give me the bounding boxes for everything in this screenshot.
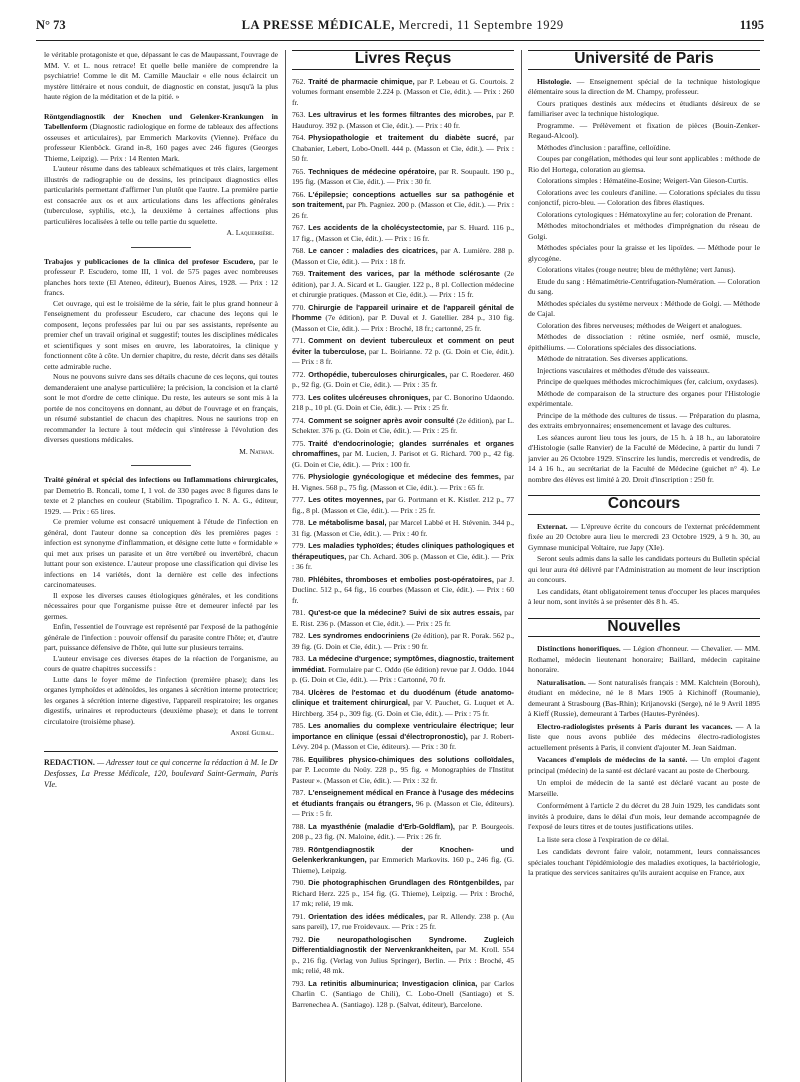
review-paragraph: Enfin, l'essentiel de l'ouvrage est représenté par l'exposé de la pathogénie générale de l'infection : pouvoir offensif du parasite contre l'hôte; et, d'autre part, puissance défensive de l'hôte, qui lutte sur plusieurs terrains. — [44, 622, 278, 652]
section-heading-concours: Concours — [528, 495, 760, 515]
histologie-section — [528, 77, 760, 486]
book-entry — [292, 541, 514, 573]
book-title: Traité d'endocrinologie; glandes surrénales et organes chromaffines, — [292, 438, 514, 458]
review-paragraph: Nous ne pouvons suivre dans ses détails chacune de ces leçons, qui toutes demanderaient une analyse particulière; la précision, la concision et la clarté sont le mot d'ordre de cette clinique. Du reste, les auteurs se sont mis à la portée de nos concitoyens en donnant, au début de l'ouvrage et en français, un résumé substantiel de chacun des chapitres. Nous ne saurions trop en recommander la lecture à tout médecin qui s'intéresse à l'évolution des diverses questions médicales. — [44, 372, 278, 444]
book-list — [292, 77, 514, 1011]
book-number: 780. — [292, 574, 306, 584]
histologie-paragraph-text: Méthode de comparaison de la structure des organes pour l'Histologie expérimentale. — [528, 388, 760, 408]
book-number: 791. — [292, 911, 306, 921]
intro-paragraph: le véritable protagoniste et que, dépassant le cas de Maupassant, l'ouvrage de MM. V. et L. nous retrace! Et quelle belle manière de comprendre la psychiatrie! Comme le dit M. Camille Mauclair « elle nous éclaircit un mystère littéraire et nous conduit, de diagnostic en constat, jusqu'à la plus haute région de la méditation et de la pitié. » — [44, 50, 278, 101]
column-reviews — [44, 50, 278, 1080]
book-entry — [292, 822, 514, 843]
book-entry — [292, 133, 514, 165]
histologie-paragraph-text: Programme. — Prélèvement et fixation de pièces (Bouin-Zenker-Regaud-Alcool). — [528, 120, 760, 140]
book-details: Formulaire par C. Oddo (6e édition) revue par J. Oddo. 1044 p. (G. Doin et Cie, édit.). — Prix : Cartonné, 70 fr. — [292, 664, 514, 684]
concours-paragraph-text: Les candidats, étant obligatoirement tenus d'occuper les places marquées à leur nom, sont invités à se présenter dès 8 h. 45. — [528, 586, 760, 606]
book-details: (2e édition), par R. Porak. 562 p., 39 fig. (G. Doin et Cie, édit.). — Prix : 90 fr. — [292, 631, 514, 651]
nouvelles-paragraph-text: — Un emploi d'agent principal (médecin) de la santé est déclaré vacant au poste de Cherbourg. — [528, 755, 760, 775]
nouvelles-paragraph-lead: Distinctions honorifiques. — [537, 644, 621, 653]
book-entry — [292, 416, 514, 437]
book-title: L'enseignement médical en France à l'usage des médecins et étudiants français ou étrangers, — [292, 788, 514, 808]
histologie-paragraph — [528, 221, 760, 242]
concours-section — [528, 495, 760, 608]
histologie-paragraph-text: Méthode de nitratation. Ses diverses applications. — [537, 354, 688, 363]
book-title: Les ultravirus et les formes filtrantes des microbes, — [308, 110, 494, 119]
review-heading — [44, 112, 278, 165]
book-entry — [292, 303, 514, 335]
nouvelles-section — [528, 618, 760, 879]
histologie-paragraph — [528, 143, 760, 154]
review-paragraph: Ce premier volume est consacré uniquement à l'étude de l'infection en général, dont l'auteur donne sa conception dès les premières pages : infection est synonyme d'inflammation, et désigne cette lutte « formidable » qui met aux prises un parasite et un être vertébré ou invertébré, chacun luttant pour son existence. L'auteur propose une classification qui divise les infections en 14 variétés, dont la dernière est celle des infections carcinomateuses. — [44, 517, 278, 589]
histologie-paragraph-lead: Histologie. — [537, 76, 572, 86]
book-title: Les otites moyennes, — [308, 495, 384, 504]
histologie-paragraph — [528, 433, 760, 486]
nouvelles-paragraph-text: — Sont naturalisés français : MM. Kalchtein (Borouh), étudiant en médecine, né le 8 Mars 1905 à Kichinoff (Roumanie), demeurant à Strasbourg (Bas-Rhin); Krijanovski (Serge), né le 9 Avril 1895 à Kieff (Russie), demeurant à Tarbes (Hautes-Pyrénées). — [528, 677, 760, 718]
book-title: Orthopédie, tuberculoses chirurgicales, — [308, 369, 448, 379]
book-title: Physiopathologie et traitement du diabète sucré, — [308, 133, 499, 142]
histologie-paragraph — [528, 377, 760, 388]
concours-paragraph-lead: Externat. — [537, 521, 568, 531]
histologie-paragraph-text: Injections vasculaires et méthodes d'étude des vaisseaux. — [537, 365, 710, 375]
book-details: (2e édition), par L. Schekter. 376 p. (G. Doin et Cie, édit.). — Prix : 25 fr. — [292, 415, 514, 435]
histologie-paragraph — [528, 99, 760, 120]
page-number: 1195 — [739, 18, 764, 32]
book-details: par P. Bourgeois. 208 p., 23 fig. (N. Maloine, édit.). — Prix : 26 fr. — [292, 821, 514, 841]
book-entry — [292, 439, 514, 471]
histologie-paragraph-text: Coloration des fibres nerveuses; méthodes de Weigert et analogues. — [537, 320, 742, 330]
book-details: par P. Lecomte du Noüy. 228 p., 95 fig. « Monographies de l'Institut Pasteur ». (Masson et Cie, édit.). — Prix : 32 fr. — [292, 765, 514, 785]
book-details: par P. Lebeau et G. Courtois. 2 volumes formant ensemble 2.224 p. (Masson et Cie, édit.). — Prix : 260 fr. — [292, 76, 514, 107]
section-heading-universite: Université de Paris — [528, 50, 760, 70]
nouvelles-list — [528, 644, 760, 879]
book-number: 766. — [292, 189, 306, 199]
histologie-paragraph — [528, 389, 760, 410]
histologie-paragraph — [528, 366, 760, 377]
book-entry — [292, 167, 514, 188]
book-title: Equilibres physico-chimiques des solutions colloïdales, — [308, 754, 514, 764]
book-details: par Marcel Labbé et H. Stévenin. 344 p., 31 fig. (Masson et Cie, édit.). — Prix : 40 fr. — [292, 518, 514, 538]
book-number: 790. — [292, 878, 306, 887]
book-details: par H. Vignes. 568 p., 75 fig. (Masson et Cie, édit.). — Prix : 65 fr. — [292, 472, 514, 492]
book-entry — [292, 631, 514, 652]
histologie-paragraph — [528, 210, 760, 221]
review-paragraph: L'auteur envisage ces diverses étapes de la réaction de l'organisme, au cours de quatre chapitres successifs : — [44, 653, 278, 673]
book-entry — [292, 935, 514, 977]
review-title: Trabajos y publicaciones de la clinica del profesor Escudero, — [44, 256, 256, 266]
book-details: par R. Soupault. 190 p., 195 fig. (Masson et Cie, édit.). — Prix : 30 fr. — [292, 166, 514, 186]
book-number: 775. — [292, 438, 306, 448]
book-title: Traitement des varices, par la méthode sclérosante — [308, 269, 500, 278]
book-details: par Carlos Charlin C. (Santiago de Chili), C. Lobo-Onell (Santiago) et S. Barrenechea A. (Santiago). 128 p. (Salvat, éditeur), Barcelone. — [292, 978, 514, 1009]
section-divider — [131, 247, 191, 248]
book-details: par L. Boirianne. 72 p. (G. Doin et Cie, édit.). — Prix : 8 fr. — [292, 346, 514, 366]
book-number: 784. — [292, 687, 306, 697]
nouvelles-paragraph — [528, 835, 760, 846]
histologie-paragraph — [528, 121, 760, 142]
book-entry — [292, 654, 514, 686]
book-number: 785. — [292, 721, 306, 730]
book-entry — [292, 755, 514, 787]
book-details: par M. Lucien, J. Parisot et G. Richard. 700 p., 42 fig. (G. Doin et Cie, édit.). — Prix : 100 fr. — [292, 449, 514, 469]
nouvelles-paragraph — [528, 801, 760, 833]
book-entry — [292, 190, 514, 222]
column-books — [292, 50, 514, 1080]
book-entry — [292, 721, 514, 753]
review-signature: A. Laquerrière. — [226, 228, 274, 237]
section-divider — [131, 465, 191, 466]
review-biblio: par Demetrio B. Roncali, tome I, 1 vol. de 330 pages avec 8 figures dans le texte et 2 planches en couleur (Stabilim. Tipografico I. N. A. G., éditeur, 1929. — Prix : 65 lires. — [44, 485, 278, 516]
nouvelles-paragraph — [528, 678, 760, 720]
book-title: La médecine d'urgence; symptômes, diagnostic, traitement immédiat. — [292, 654, 514, 674]
book-entry — [292, 472, 514, 493]
nouvelles-paragraph — [528, 755, 760, 776]
concours-paragraph-text: Seront seuls admis dans la salle les candidats porteurs du Bulletin spécial qui leur aura été délivré par l'Administration au moment de leur inscription au concours. — [528, 554, 760, 584]
histologie-paragraph — [528, 354, 760, 365]
nouvelles-paragraph-lead: Electro-radiologistes présents à Paris durant les vacances. — [537, 721, 733, 731]
nouvelles-paragraph-lead: Vacances d'emplois de médecins de la santé. — [537, 755, 688, 764]
issue-date: Mercredi, 11 Septembre 1929 — [398, 18, 564, 32]
histologie-paragraph — [528, 188, 760, 209]
book-entry — [292, 688, 514, 720]
book-number: 771. — [292, 336, 306, 345]
book-entry — [292, 878, 514, 910]
book-entry — [292, 269, 514, 301]
book-number: 767. — [292, 223, 306, 232]
histologie-paragraph-text: Cours pratiques destinés aux médecins et étudiants désireux de se familiariser avec la technique histologique. — [528, 98, 760, 118]
concours-paragraph-text: — L'épreuve écrite du concours de l'externat précédemment fixée au 20 Octobre aura lieu le mercredi 23 Octobre 1929, à 9 h. 30, au Gymnase municipal Voltaire, rue Japy (XIe). — [528, 521, 760, 552]
histologie-paragraph-text: Etude du sang : Hématimétrie-Centrifugation-Numération. — Coloration du sang. — [528, 276, 760, 296]
book-entry — [292, 788, 514, 820]
book-entry — [292, 495, 514, 516]
book-details: par Ch. Achard. 306 p. (Masson et Cie, édit.). — Prix : 36 fr. — [292, 551, 514, 571]
book-title: Physiologie gynécologique et médecine des femmes, — [308, 472, 501, 481]
book-entry — [292, 608, 514, 629]
book-title: La myasthénie (maladie d'Erb-Goldflam), — [308, 821, 455, 831]
book-details: par Chabanier, Lebert, Lobo-Onell. 444 p. (Masson et Cie, édit.). — Prix : 50 fr. — [292, 133, 514, 163]
book-details: par J. Robert-Lévy. 204 p. (Masson et Cie, éditeurs). — Prix : 30 fr. — [292, 731, 514, 751]
book-details: par Ph. Pagniez. 200 p. (Masson et Cie, édit.). — Prix : 26 fr. — [292, 200, 514, 220]
book-entry — [292, 223, 514, 244]
histologie-paragraph — [528, 154, 760, 175]
book-details: par Richard Herz. 225 p., 154 fig. (G. Thieme), Leipzig. — Prix : Broché, 17 mk; relié, 19 mk. — [292, 878, 514, 908]
book-entry — [292, 575, 514, 607]
book-title: Chirurgie de l'appareil urinaire et de l'appareil génital de l'homme — [292, 302, 514, 322]
book-title: La retinitis albuminurica; Investigacion clinica, — [308, 978, 478, 988]
histologie-paragraph-text: Méthodes d'inclusion : paraffine, celloïdine. — [537, 142, 671, 152]
book-title: Traité de pharmacie chimique, — [308, 76, 415, 86]
book-number: 792. — [292, 934, 306, 944]
book-details: 96 p. (Masson et Cie, éditeurs). — Prix : 5 fr. — [292, 798, 514, 818]
review-list — [44, 112, 278, 739]
book-entry — [292, 845, 514, 877]
journal-name: LA PRESSE MÉDICALE, — [241, 18, 396, 32]
histologie-paragraph — [528, 176, 760, 187]
column-rule — [285, 50, 286, 1082]
book-number: 770. — [292, 302, 306, 312]
histologie-paragraph — [528, 411, 760, 432]
review-heading — [44, 475, 278, 517]
review-paragraph: Lutte dans le foyer même de l'infection (première phase); dans les organes lymphoïdes et adénoïdes, les organes à sécrétion interne protectrice; les organes à sécrétion interne digestive, l'appareil respiratoire; les organes digestifs, urinaires et reproducteurs (deuxième phase); et dans le torrent circulatoire (troisième phase). — [44, 674, 278, 726]
book-number: 793. — [292, 978, 306, 988]
review-title: Traité général et spécial des infections ou Inflammations chirurgicales, — [44, 475, 278, 484]
book-number: 762. — [292, 76, 306, 86]
histologie-paragraph — [528, 332, 760, 353]
book-title: Les syndromes endocriniens — [308, 631, 410, 640]
book-details: par G. Portmann et K. Kistler. 212 p., 77 fig., 8 pl. (Masson et Cie, édit.). — Prix : 25 fr. — [292, 495, 514, 515]
book-number: 779. — [292, 541, 306, 550]
book-entry — [292, 912, 514, 933]
book-details: par A. Lumière. 288 p. (Masson et Cie, édit.). — Prix : 18 fr. — [292, 246, 514, 266]
book-entry — [292, 77, 514, 109]
nouvelles-paragraph-text: Les candidats devront faire valoir, notamment, leurs connaissances spéciales touchant l'épidémiologie des maladies exotiques, la bactériologie, la pratique des services sanitaires qu'ils auraient acquise en France, aux — [528, 847, 760, 877]
book-title: Les accidents de la cholécystectomie, — [308, 223, 445, 232]
histologie-paragraph-text: Colorations simples : Hématéine-Eosine; Weigert-Van Gieson-Curtis. — [537, 176, 748, 185]
redaction-text: — Adresser tout ce qui concerne la rédaction à M. le Dr Desfosses, La Presse Médicale, 120, boulevard Saint-Germain, Paris VIe. — [44, 757, 278, 789]
book-details: (7e édition), par P. Duval et J. Gatellier. 284 p., 310 fig. (Masson et Cie, édit.). — Prix : Broché, 18 fr.; cartonné, 25 fr. — [292, 313, 514, 333]
histologie-paragraph-text: Méthodes spéciales du système nerveux : Méthode de Golgi. — Méthode de Cajal. — [528, 298, 760, 318]
book-title: Die neuropathologischen Syndrome. Zugleich Differentialdiagnostik der Nervenkrankheiten, — [292, 934, 514, 954]
review-title: Röntgendiagnostik der Knochen und Gelenker-Krankungen in Tabellenform — [44, 111, 278, 131]
review-biblio: (Diagnostic radiologique en forme de tableaux des affections osseuses et articulaires), par Emmerich Markovits (Vienne). Préface du professeur Kienböck. Grand in-8, 160 pages avec 246 figures (Georges Thieme, Leipzig). — Prix : 14 Renten Mark. — [44, 122, 278, 163]
issue-number: N° 73 — [36, 18, 66, 32]
concours-list — [528, 522, 760, 608]
book-title: Les maladies typhoïdes; études cliniques pathologiques et thérapeutiques, — [292, 541, 514, 561]
review-heading — [44, 257, 278, 299]
nouvelles-paragraph-text: — Légion d'honneur. — Chevalier. — MM. Rothamel, médecin lieutenant honoraire; Baillard, médecin capitaine honoraire. — [528, 644, 760, 674]
histologie-paragraph-text: Les séances auront lieu tous les jours, de 15 h. à 18 h., au laboratoire d'Histologie (salle Ranvier) de la Faculté de Médecine, à partir du lundi 7 janvier au 26 Octobre 1929. S'inscrire les lundis, mercredis et vendredis, de 14 à 16 h., au secrétariat de la Faculté de Médecine (guichet n° 4). Le nombre des élèves est limité à 20. Droit d'inscription : 250 fr. — [528, 432, 760, 484]
histologie-paragraph — [528, 321, 760, 332]
book-number: 778. — [292, 518, 306, 527]
book-title: Phlébites, thromboses et embolies post-opératoires, — [308, 574, 494, 584]
review-paragraph: Cet ouvrage, qui est le troisième de la série, fait le plus grand honneur à l'enseignement du professeur Escudero, car chacune des leçons qui le composent, leçons professées par lui ou par ses assistants, représente au premier chef un travail original et suggestif; toutes les disciplines médicales et scientifiques y sont mises en œuvre, les laboratoires, la clinique y fonctionnent côte à côte. Un dernier chapitre, du reste, décrit dans ses détails cette admirable ruche. — [44, 298, 278, 371]
review — [44, 257, 278, 467]
nouvelles-paragraph — [528, 644, 760, 676]
book-title: Le cancer : maladies des cicatrices, — [308, 246, 438, 255]
histologie-paragraph-text: Coupes par congélation, méthodes qui leur sont applicables : méthode de Rio del Hortega, coloration au giemsa. — [528, 154, 760, 174]
book-details: (2e édition), par J. A. Sicard et L. Gaugier. 122 p., 8 pl. Collection médecine et chirurgie pratiques. (Masson et Cie, édit.). — Prix : 15 fr. — [292, 269, 514, 299]
histologie-paragraph-text: — Enseignement spécial de la technique histologique élémentaire sous la direction de M. Champy, professeur. — [528, 76, 760, 96]
histologie-paragraph-text: Méthodes mitochondriales et méthodes d'imprégnation du réseau de Golgi. — [528, 221, 760, 241]
book-title: Les colites ulcéreuses chroniques, — [308, 392, 431, 402]
book-title: Qu'est-ce que la médecine? Suivi de six autres essais, — [308, 608, 502, 617]
book-number: 777. — [292, 495, 306, 504]
book-title: Röntgendiagnostik der Knochen- und Gelenkerkrankungen, — [292, 844, 514, 864]
review-biblio: par le professeur P. Escudero, tome III, 1 vol. de 575 pages avec nombreuses planches hors texte (El Ateneo, éditeur), Buenos Aires, 1928. — Prix : 12 francs. — [44, 256, 278, 297]
histologie-paragraph-text: Méthodes spéciales pour la graisse et les lipoïdes. — Méthode pour le glycogène. — [528, 243, 760, 263]
book-title: Les anomalies du complexe ventriculaire électrique; leur importance en clinique (essai d'électropronostic), — [292, 721, 514, 741]
nouvelles-paragraph-lead: Naturalisation. — [537, 677, 586, 687]
book-entry — [292, 246, 514, 267]
book-number: 781. — [292, 608, 306, 617]
histologie-paragraph — [528, 243, 760, 264]
book-number: 776. — [292, 472, 306, 481]
book-number: 774. — [292, 415, 306, 425]
section-heading-nouvelles: Nouvelles — [528, 618, 760, 638]
book-title: Le métabolisme basal, — [308, 518, 387, 527]
book-details: par V. Pauchet, G. Luquet et A. Hirchberg. 354 p., 309 fig. (G. Doin et Cie, édit.). — Prix : 75 fr. — [292, 698, 514, 718]
nouvelles-paragraph-text: La liste sera close à l'expiration de ce délai. — [537, 834, 669, 844]
book-entry — [292, 518, 514, 539]
histologie-paragraph-text: Méthodes de dissociation : rétine osmiée, nerf osmié, muscle, épithéliums. — Colorations spéciales des dissociations. — [528, 332, 760, 352]
nouvelles-paragraph-text: Un emploi de médecin de la santé est déclaré vacant au poste de Marseille. — [528, 778, 760, 798]
review-signature: André Guibal. — [230, 728, 274, 737]
book-details: par S. Huard. 116 p., 17 fig., (Masson et Cie, édit.). — Prix : 16 fr. — [292, 223, 514, 243]
histologie-paragraph — [528, 277, 760, 298]
nouvelles-paragraph — [528, 722, 760, 754]
book-number: 772. — [292, 369, 306, 379]
book-title: Orientation des idées médicales, — [308, 911, 426, 921]
book-number: 763. — [292, 110, 306, 119]
book-title: Techniques de médecine opératoire, — [308, 166, 437, 176]
book-details: par C. Bonorino Udaondo. 218 p., 10 pl. (G. Doin et Cie, édit.). — Prix : 25 fr. — [292, 392, 514, 412]
book-entry — [292, 393, 514, 414]
redaction-label: REDACTION. — [44, 757, 95, 767]
book-details: par J. Duclinc. 512 p., 64 fig., 16 courbes (Masson et Cie, édit.). — Prix : 60 fr. — [292, 574, 514, 605]
nouvelles-paragraph-text: Conformément à l'article 2 du décret du 28 Juin 1929, les candidats sont invités à produire, dans le délai d'un mois, leur demande accompagnée de l'exposé de leurs titres et de toutes justifications utiles. — [528, 801, 760, 831]
book-details: par R. Allendy. 238 p. (Au sans pareil), 17, rue Froidevaux. — Prix : 25 fr. — [292, 911, 514, 931]
page-header — [36, 18, 764, 41]
concours-paragraph — [528, 554, 760, 586]
nouvelles-paragraph-text: — A la liste que nous avons publiée des médecins électro-radiologistes actuellement présents à Paris, il convient d'ajouter M. Jean Saidman. — [528, 721, 760, 752]
histologie-paragraph-text: Colorations avec les couleurs d'aniline. — Colorations spéciales du tissu conjonctif, picro-bleu. — Coloration des fibres élastiques. — [528, 187, 760, 207]
book-number: 786. — [292, 754, 306, 764]
book-details: par C. Roederer. 460 p., 92 fig. (G. Doin et Cie, édit.). — Prix : 35 fr. — [292, 369, 514, 389]
nouvelles-paragraph — [528, 847, 760, 879]
review — [44, 475, 278, 739]
book-title: Comment se soigner après avoir consulté — [308, 415, 455, 425]
histologie-paragraph-text: Principe de quelques méthodes microchimiques (fer, calcium, oxydases). — [537, 377, 759, 386]
book-title: L'épilepsie; conceptions actuelles sur sa pathogénie et son traitement, — [292, 189, 514, 209]
book-details: par E. Rist. 236 p. (Masson et Cie, édit.). — Prix : 25 fr. — [292, 608, 514, 628]
review-paragraph: Il expose les diverses causes étiologiques générales, et les conditions nécessaires pour que l'organisme puisse être et demeurer infecté par les germes. — [44, 590, 278, 621]
review-paragraph: L'auteur résume dans des tableaux schématiques et très clairs, largement illustrés de radiographie ou de dessins, les principaux diagnostics elles particularités permettant d'affirmer l'un plutôt que l'autre. La première partie est consacrée aux os et aux articulations dans les affections générales (tuberculose, syphilis, etc.), la deuxième à certaines affections plus particulières localisées à telle ou telle partie du squelette. — [44, 164, 278, 226]
section-heading-livres: Livres Reçus — [292, 50, 514, 70]
book-number: 768. — [292, 246, 306, 255]
book-entry — [292, 979, 514, 1011]
book-number: 773. — [292, 392, 306, 402]
book-number: 765. — [292, 166, 306, 176]
concours-paragraph — [528, 587, 760, 608]
histologie-paragraph-text: Principe de la méthode des cultures de tissus. — Préparation du plasma, des extraits embryonnaires; ensemencement et lavage des cultures. — [528, 410, 760, 430]
redaction-notice — [44, 751, 278, 790]
book-entry — [292, 336, 514, 368]
book-number: 788. — [292, 821, 306, 831]
nouvelles-paragraph — [528, 778, 760, 799]
review-signature: M. Nathan. — [239, 446, 274, 456]
column-news — [528, 50, 760, 1080]
concours-paragraph — [528, 522, 760, 554]
book-details: par M. Kroll. 554 p., 216 fig. (Verlag von Julius Springer), Berlin. — Prix : Broché, 45 mk; relié, 48 mk. — [292, 945, 514, 975]
book-number: 787. — [292, 788, 306, 797]
book-entry — [292, 370, 514, 391]
book-number: 764. — [292, 133, 306, 142]
column-rule — [521, 50, 522, 1082]
review — [44, 112, 278, 248]
book-number: 769. — [292, 269, 306, 278]
histologie-paragraph — [528, 265, 760, 276]
book-number: 782. — [292, 631, 306, 640]
histologie-paragraph — [528, 77, 760, 98]
book-number: 783. — [292, 654, 306, 663]
book-details: par P. Hauduroy. 392 p. (Masson et Cie, édit.). — Prix : 40 fr. — [292, 110, 514, 130]
histologie-paragraph-text: Colorations vitales (rouge neutre; bleu de méthylène; vert Janus). — [537, 265, 736, 274]
masthead — [242, 18, 564, 33]
book-details: par Emmerich Markovits. 160 p., 246 fig. (G. Thieme), Leipzig. — [292, 855, 514, 875]
histologie-paragraph — [528, 299, 760, 320]
book-title: Die photographischen Grundlagen des Röntgenbildes, — [308, 878, 502, 887]
book-title: Ulcères de l'estomac et du duodénum (étude anatomo-clinique et traitement chirurgical, — [292, 687, 514, 707]
histologie-paragraph-text: Colorations cytologiques : Hématoxyline au fer; coloration de Prenant. — [537, 209, 753, 219]
book-entry — [292, 110, 514, 131]
book-title: Comment on devient tuberculeux et comment on peut éviter la tuberculose, — [292, 336, 514, 356]
book-number: 789. — [292, 844, 306, 854]
